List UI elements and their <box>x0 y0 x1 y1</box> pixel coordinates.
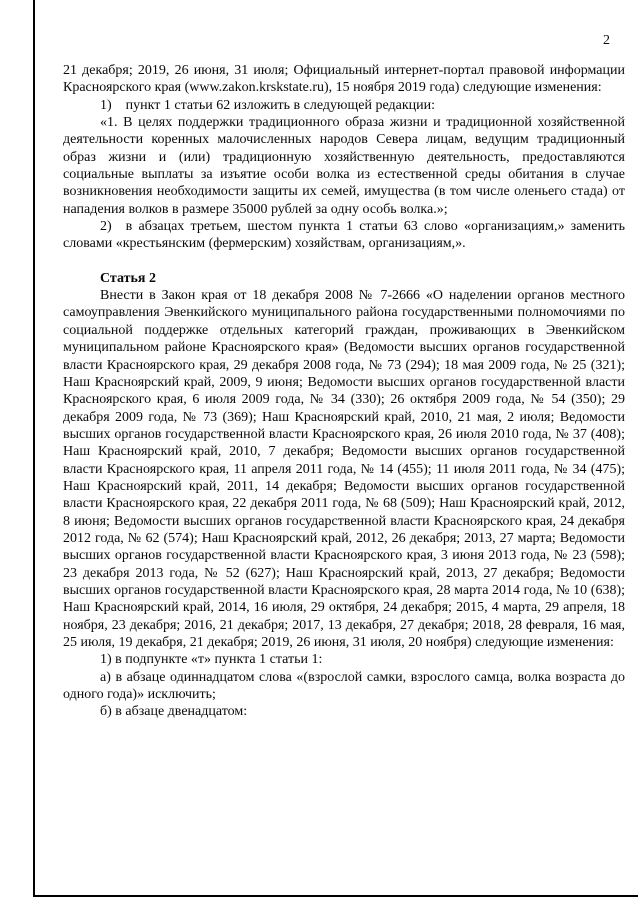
scan-left-border <box>33 0 35 897</box>
article-2-heading: Статья 2 <box>100 270 156 286</box>
scan-bottom-border <box>33 895 638 897</box>
paragraph-item-2: 2) в абзацах третьем, шестом пункта 1 статьи 63 слово «организациям,» заменить словами «крестьянским (фермерским) хозяйствам, организациям,». <box>63 219 625 252</box>
paragraph-item-1: 1) пункт 1 статьи 62 изложить в следующей редакции: <box>100 97 436 113</box>
article-2-body: Внести в Закон края от 18 декабря 2008 № 7-2666 «О наделении органов местного самоуправления Эвенкийского муниципального района государственными полномочиями по социальной поддержке отдельных категорий граждан, проживающих в Эвенкийском муниципальном районе Красноярского края» (Ведомости высших органов государственной власти Красноярского края, 29 декабря 2008 года, № 73 (294); 18 мая 2009 года, № 25 (321); Наш Красноярский край, 2009, 9 июня; Ведомости высших органов государственной власти Красноярского края, 6 июля 2009 года, № 34 (330); 26 октября 2009 года, № 54 (350); 29 декабря 2009 года, № 73 (369); Наш Красноярский край, 2010, 21 мая, 2 июля; Ведомости высших органов государственной власти Красноярского края, 26 июля 2010 года, № 37 (408); Наш Красноярский край, 2010, 7 декабря; Ведомости высших органов государственной власти Красноярского края, 11 апреля 2011 года, № 14 (455); 11 июля 2011 года, № 34 (475); Наш Красноярский край, 2011, 14 декабря; Ведомости высших органов государственной власти Красноярского края, 22 декабря 2011 года, № 68 (509); Наш Красноярский край, 2012, 8 июня; Ведомости высших органов государственной власти Красноярского края, 24 декабря 2012 года, № 62 (574); Наш Красноярский край, 2012, 26 декабря; 2013, 27 марта; Ведомости высших органов государственной власти Красноярского края, 3 июня 2013 года, № 23 (598); 23 декабря 2013 года, № 52 (627); Наш Красноярский край, 2013, 27 декабря; Ведомости высших органов государственной власти Красноярского края, 28 марта 2014 года, № 10 (638); Наш Красноярский край, 2014, 16 июля, 29 октября, 24 декабря; 2015, 4 марта, 29 апреля, 18 ноября, 23 декабря; 2016, 21 декабря; 2017, 13 декабря, 27 декабря; 2018, 28 февраля, 16 мая, 25 июля, 19 декабря, 21 декабря; 2019, 26 июня, 31 июля, 20 ноября) следующие изменения: <box>63 288 625 650</box>
document-body <box>63 62 625 721</box>
page-header <box>0 0 638 48</box>
page-number: 2 <box>603 33 610 48</box>
paragraph-intro-continuation: 21 декабря; 2019, 26 июня, 31 июля; Официальный интернет-портал правовой информации Красноярского края (www.zakon.krskstate.ru), 15 ноября 2019 года) следующие изменения: <box>63 63 625 96</box>
paragraph-subitem-b: б) в абзаце двенадцатом: <box>100 704 248 720</box>
paragraph-subitem-1: 1) в подпункте «т» пункта 1 статьи 1: <box>100 652 323 668</box>
paragraph-subitem-a: а) в абзаце одиннадцатом слова «(взрослой самки, взрослого самца, волка возраста до одного года)» исключить; <box>63 669 625 703</box>
paragraph-quote-1: «1. В целях поддержки традиционного образа жизни и традиционной хозяйственной деятельности коренных малочисленных народов Севера лицам, ведущим традиционный образ жизни и (или) традиционную хозяйственную деятельность, предоставляются социальные выплаты за изъятие особи волка из естественной среды обитания в случае возникновения необходимости защиты их семей, имущества (в том числе оленьего стада) от нападения волков в размере 35000 рублей за одну особь волка.»; <box>63 115 625 217</box>
